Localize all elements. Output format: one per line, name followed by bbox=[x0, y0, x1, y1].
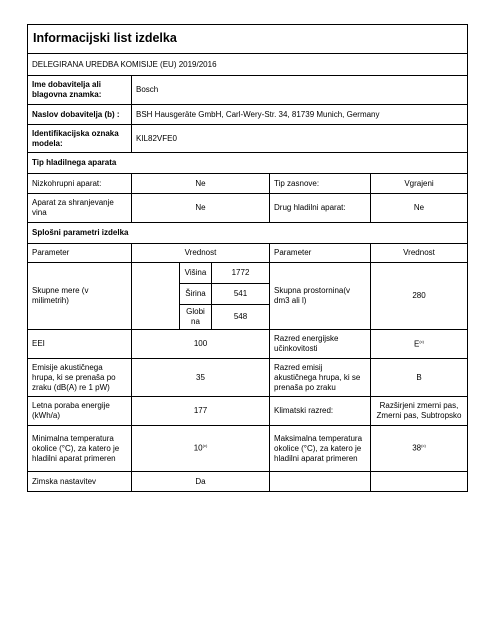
total-volume-value: 280 bbox=[371, 263, 468, 330]
min-temperature-label: Minimalna temperatura okolice (°C), za katero je hladilni aparat primeren bbox=[28, 426, 132, 472]
noise-class-value: B bbox=[371, 359, 468, 397]
wine-storage-label: Aparat za shranjevanje vina bbox=[28, 194, 132, 223]
width-label: Širina bbox=[180, 284, 212, 305]
empty-cell-2 bbox=[371, 472, 468, 492]
low-noise-value: Ne bbox=[132, 174, 270, 194]
total-volume-label: Skupna prostornina(v dm3 ali l) bbox=[270, 263, 371, 330]
noise-emission-value: 35 bbox=[132, 359, 270, 397]
min-temperature-note: (c) bbox=[202, 443, 208, 449]
energy-class-note: (c) bbox=[419, 338, 425, 344]
low-noise-label: Nizkohrupni aparat: bbox=[28, 174, 132, 194]
winter-setting-value: Da bbox=[132, 472, 270, 492]
column-header-value-2: Vrednost bbox=[371, 244, 468, 263]
design-type-value: Vgrajeni bbox=[371, 174, 468, 194]
energy-class-cell bbox=[371, 330, 468, 359]
depth-value: 548 bbox=[212, 305, 270, 330]
min-temperature-cell bbox=[132, 426, 270, 472]
wine-storage-value: Ne bbox=[132, 194, 270, 223]
height-value: 1772 bbox=[212, 263, 270, 284]
height-label: Višina bbox=[180, 263, 212, 284]
depth-label: Globina bbox=[180, 305, 212, 330]
min-temperature-value: 10 bbox=[193, 443, 203, 453]
annual-energy-label: Letna poraba energije (kWh/a) bbox=[28, 397, 132, 426]
supplier-address-label: Naslov dobavitelja (b) : bbox=[28, 105, 132, 125]
energy-class-label: Razred energijske učinkovitosti bbox=[270, 330, 371, 359]
product-information-sheet bbox=[27, 24, 467, 492]
design-type-label: Tip zasnove: bbox=[270, 174, 371, 194]
noise-emission-label: Emisije akustičnega hrupa, ki se prenaša po zraku (dB(A) re 1 pW) bbox=[28, 359, 132, 397]
eei-label: EEI bbox=[28, 330, 132, 359]
energy-class-value: E bbox=[414, 339, 420, 349]
annual-energy-value: 177 bbox=[132, 397, 270, 426]
dimensions-label: Skupne mere (v milimetrih) bbox=[28, 263, 132, 330]
sheet-title: Informacijski list izdelka bbox=[28, 25, 468, 54]
supplier-name-label: Ime dobavitelja ali blagovna znamka: bbox=[28, 76, 132, 105]
supplier-name-value: Bosch bbox=[132, 76, 468, 105]
column-header-value: Vrednost bbox=[132, 244, 270, 263]
model-value: KIL82VFE0 bbox=[132, 125, 468, 153]
column-header-parameter: Parameter bbox=[28, 244, 132, 263]
appliance-type-heading: Tip hladilnega aparata bbox=[28, 153, 468, 174]
general-parameters-heading: Splošni parametri izdelka bbox=[28, 223, 468, 244]
max-temperature-cell bbox=[371, 426, 468, 472]
model-label: Identifikacijska oznaka modela: bbox=[28, 125, 132, 153]
other-appliance-label: Drug hladilni aparat: bbox=[270, 194, 371, 223]
other-appliance-value: Ne bbox=[371, 194, 468, 223]
max-temperature-value: 38 bbox=[412, 443, 422, 453]
noise-class-label: Razred emisij akustičnega hrupa, ki se prenaša po zraku bbox=[270, 359, 371, 397]
empty-cell bbox=[270, 472, 371, 492]
column-header-parameter-2: Parameter bbox=[270, 244, 371, 263]
max-temperature-label: Maksimalna temperatura okolice (°C), za katero je hladilni aparat primeren bbox=[270, 426, 371, 472]
eei-value: 100 bbox=[132, 330, 270, 359]
climate-class-label: Klimatski razred: bbox=[270, 397, 371, 426]
regulation-reference: DELEGIRANA UREDBA KOMISIJE (EU) 2019/2016 bbox=[28, 54, 468, 76]
winter-setting-label: Zimska nastavitev bbox=[28, 472, 132, 492]
width-value: 541 bbox=[212, 284, 270, 305]
dimensions-spacer bbox=[132, 263, 180, 330]
supplier-address-value: BSH Hausgeräte GmbH, Carl-Wery-Str. 34, 81739 Munich, Germany bbox=[132, 105, 468, 125]
max-temperature-note: (c) bbox=[421, 443, 426, 449]
climate-class-value: Razširjeni zmerni pas, Zmerni pas, Subtropsko bbox=[371, 397, 468, 426]
info-table bbox=[27, 24, 468, 492]
